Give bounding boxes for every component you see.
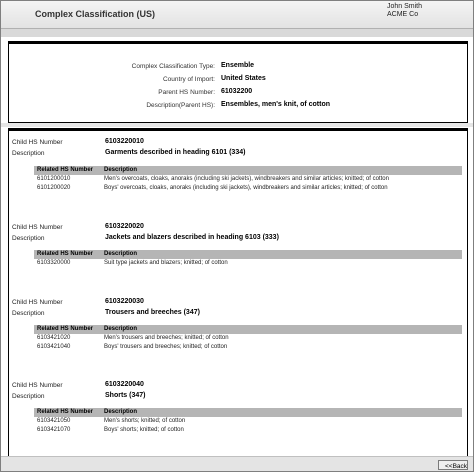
col-related-hs: Related HS Number (37, 251, 94, 257)
title-bar (1, 1, 473, 29)
summary-panel (8, 41, 468, 123)
related-hs-number: 6103421070 (37, 427, 71, 433)
table-row (34, 417, 462, 426)
col-description: Description (104, 251, 138, 257)
page-title: Complex Classification (US) (35, 9, 156, 19)
back-button[interactable]: <<Back (438, 460, 468, 470)
field-label: Complex Classification Type: (131, 63, 215, 70)
child-description: Shorts (347) (105, 392, 146, 399)
details-panel (8, 128, 468, 458)
table-row (34, 343, 462, 352)
child-hs-label: Child HS Number (12, 299, 63, 306)
child-description-row (9, 233, 467, 244)
related-hs-number: 6103421040 (37, 344, 71, 350)
child-description: Garments described in heading 6101 (334) (105, 149, 246, 156)
header-divider (1, 29, 473, 37)
child-hs-group (9, 222, 467, 266)
child-description: Trousers and breeches (347) (105, 309, 200, 316)
summary-row-country (9, 73, 467, 86)
child-description-row (9, 148, 467, 159)
child-hs-label: Child HS Number (12, 382, 63, 389)
child-hs-row (9, 137, 467, 148)
user-name: John Smith (387, 3, 423, 10)
field-value: United States (221, 75, 266, 82)
related-description: Boys' shorts; knitted; of cotton (104, 427, 184, 433)
child-hs-row (9, 222, 467, 233)
table-row (34, 184, 462, 193)
col-related-hs: Related HS Number (37, 326, 94, 332)
table-row (34, 175, 462, 184)
col-related-hs: Related HS Number (37, 167, 94, 173)
related-table-header (34, 408, 462, 417)
section-divider (1, 123, 473, 127)
description-label: Description (12, 393, 45, 400)
table-row (34, 259, 462, 268)
child-hs-row (9, 380, 467, 391)
related-description: Men's shorts; knitted; of cotton (104, 418, 186, 424)
related-description: Men's overcoats, cloaks, anoraks (including ski jackets), windbreakers and similar articles; knitted; of cotton (104, 176, 389, 182)
related-hs-number: 6103320000 (37, 260, 71, 266)
summary-row-parent-hs (9, 86, 467, 99)
child-hs-row (9, 297, 467, 308)
field-label: Description(Parent HS): (146, 102, 215, 109)
col-description: Description (104, 326, 138, 332)
related-hs-table (34, 325, 462, 352)
field-value: 61032200 (221, 88, 253, 95)
col-related-hs: Related HS Number (37, 409, 94, 415)
user-info (387, 3, 422, 19)
table-row (34, 334, 462, 343)
related-hs-table (34, 166, 462, 193)
field-label: Parent HS Number: (158, 89, 215, 96)
related-table-header (34, 325, 462, 334)
description-label: Description (12, 235, 45, 242)
summary-row-type (9, 60, 467, 73)
related-hs-number: 6101200020 (37, 185, 71, 191)
child-description-row (9, 308, 467, 319)
description-label: Description (12, 310, 45, 317)
child-description-row (9, 391, 467, 402)
child-hs-group (9, 137, 467, 191)
child-hs-number: 6103220040 (105, 381, 144, 388)
related-description: Men's trousers and breeches; knitted; of cotton (104, 335, 229, 341)
related-hs-number: 6103421020 (37, 335, 71, 341)
related-hs-table (34, 250, 462, 268)
field-label: Country of Import: (162, 76, 215, 83)
child-description: Jackets and blazers described in heading 6103 (333) (105, 234, 279, 241)
field-value: Ensembles, men's knit, of cotton (221, 101, 331, 108)
col-description: Description (104, 409, 138, 415)
related-hs-number: 6103421050 (37, 418, 71, 424)
child-hs-group (9, 297, 467, 350)
related-hs-number: 6101200010 (37, 176, 71, 182)
related-table-header (34, 166, 462, 175)
child-hs-label: Child HS Number (12, 224, 63, 231)
col-description: Description (104, 167, 138, 173)
related-description: Boys' overcoats, cloaks, anoraks (including ski jackets), windbreakers and similar articles; knitted; of cotton (104, 185, 388, 191)
description-label: Description (12, 150, 45, 157)
child-hs-number: 6103220020 (105, 223, 144, 230)
child-hs-number: 6103220010 (105, 138, 144, 145)
table-row (34, 426, 462, 435)
related-description: Suit type jackets and blazers; knitted; of cotton (104, 260, 228, 266)
child-hs-number: 6103220030 (105, 298, 144, 305)
child-hs-label: Child HS Number (12, 139, 63, 146)
footer-bar (1, 456, 473, 472)
related-table-header (34, 250, 462, 259)
related-hs-table (34, 408, 462, 435)
related-description: Boys' trousers and breeches; knitted; of cotton (104, 344, 228, 350)
field-value: Ensemble (221, 62, 255, 69)
company-name: ACME Co (387, 11, 419, 18)
child-hs-group (9, 380, 467, 433)
summary-row-description (9, 99, 467, 112)
